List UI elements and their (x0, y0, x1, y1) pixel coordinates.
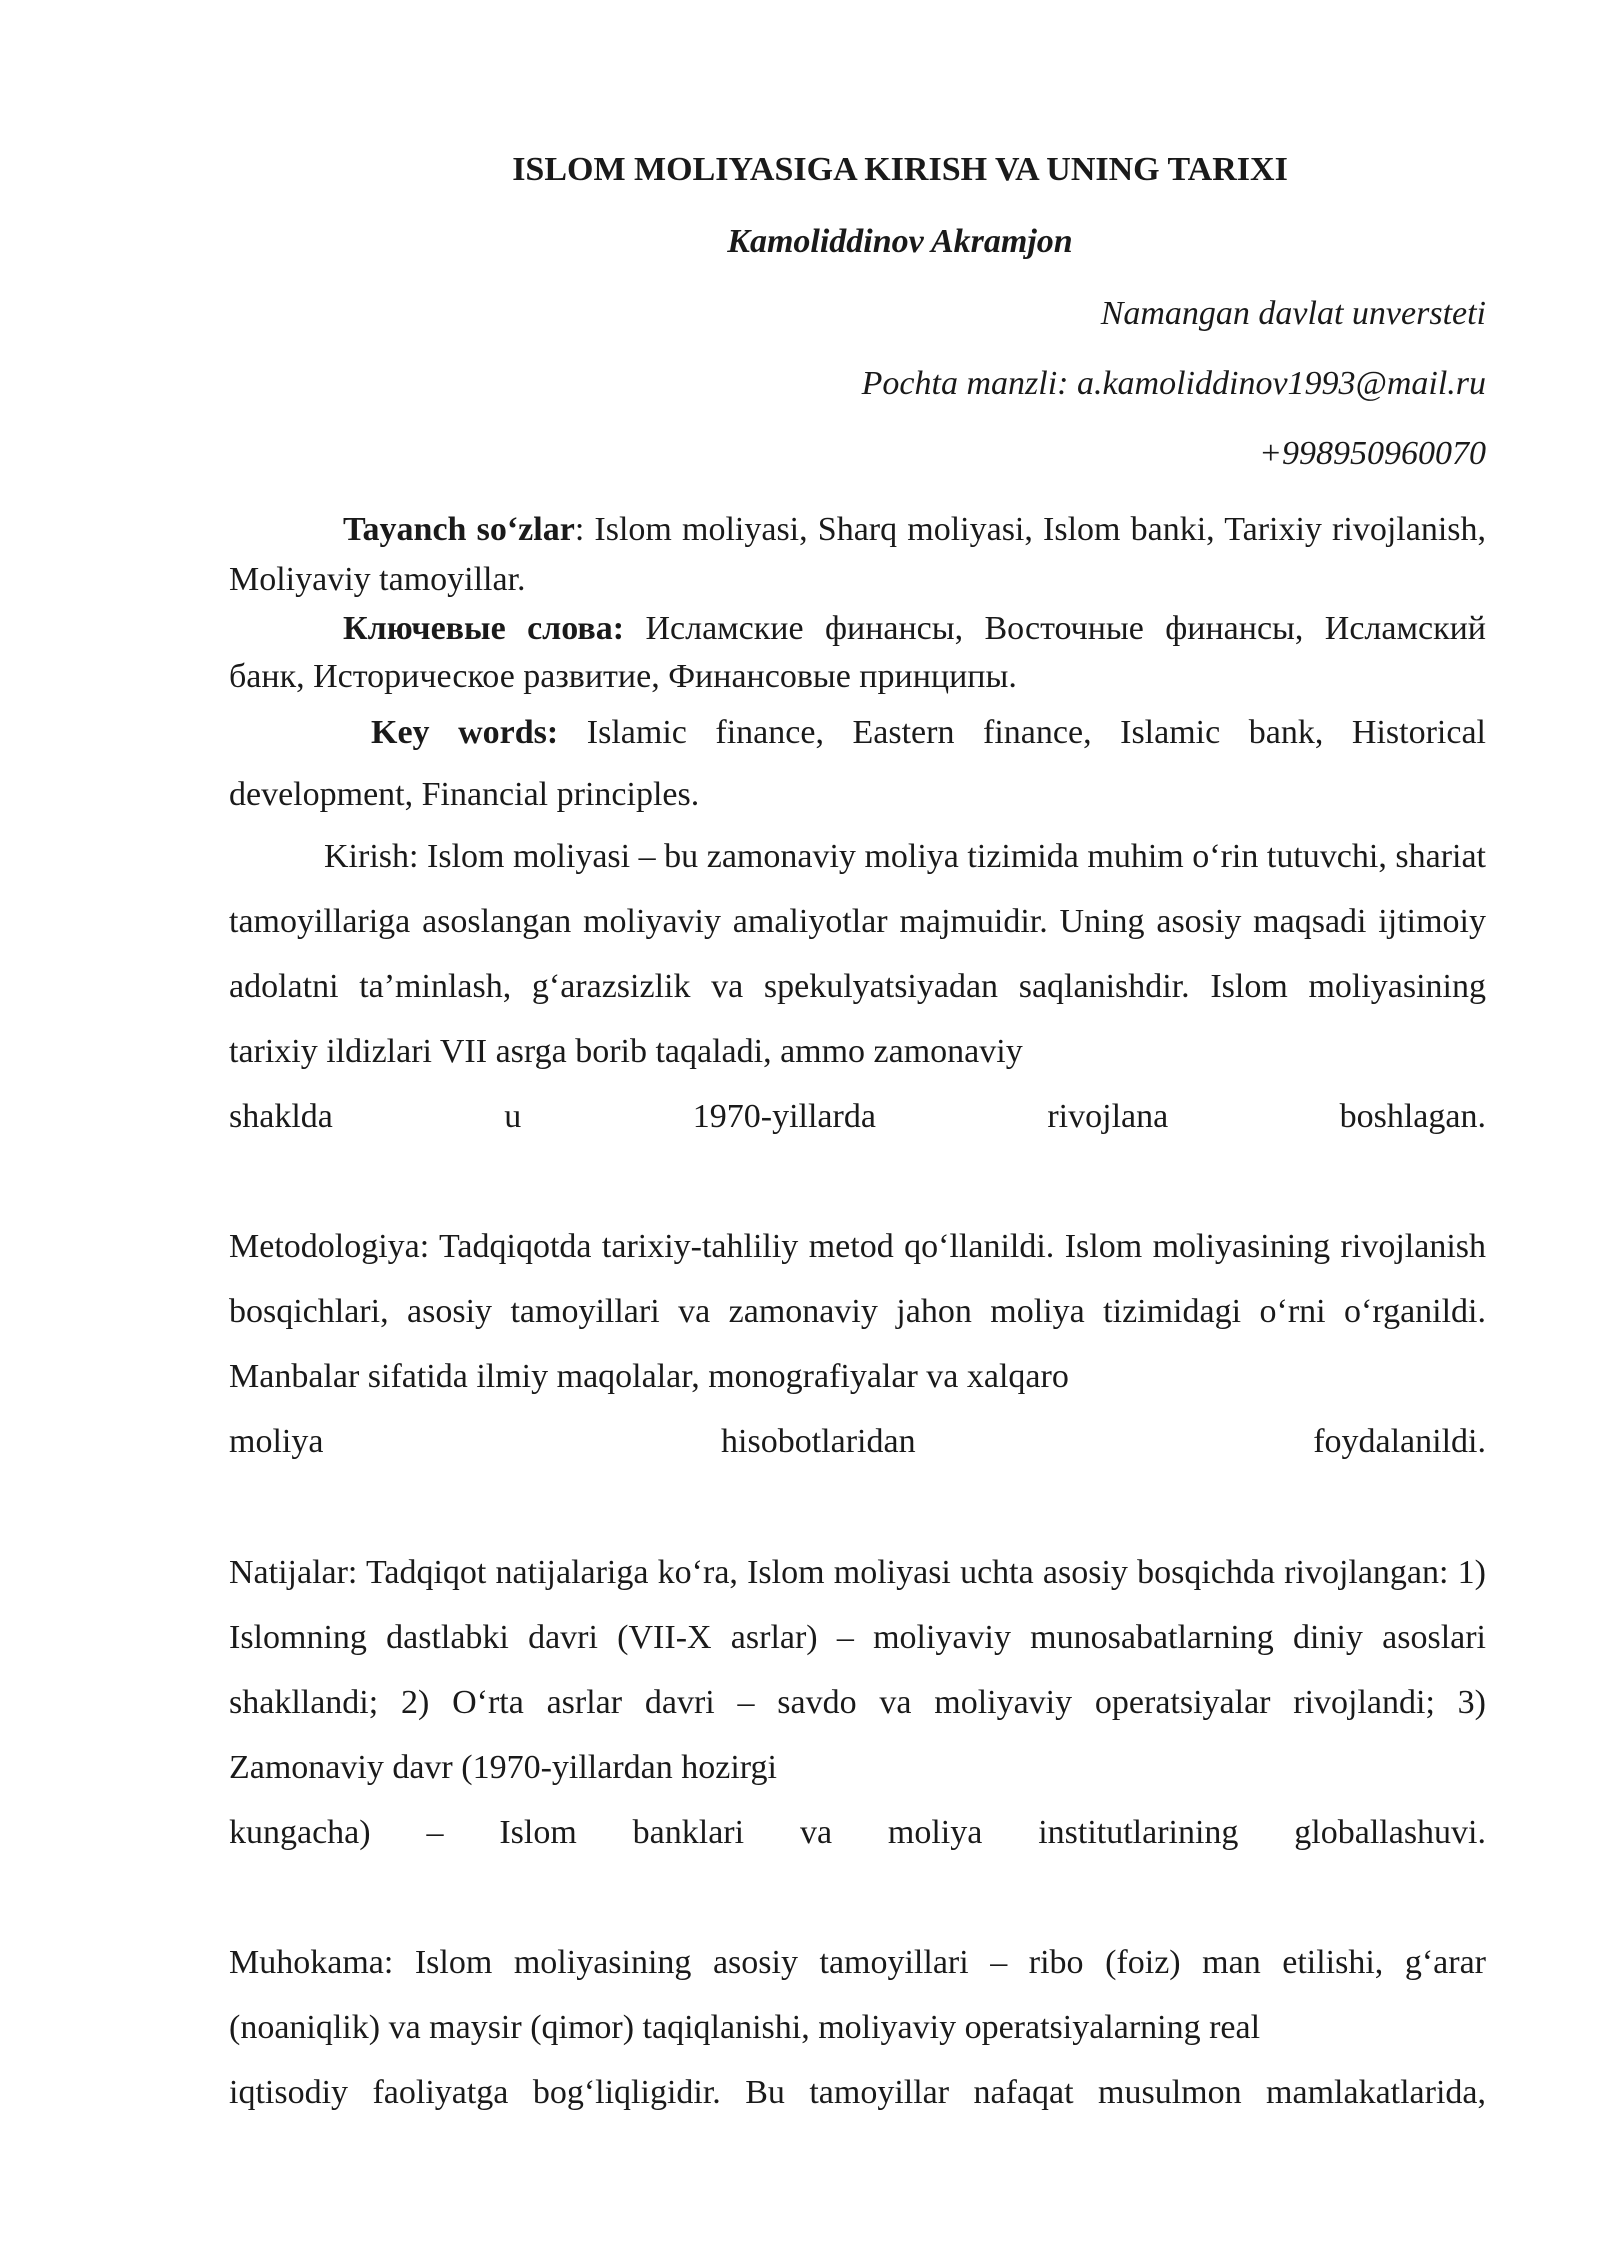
intro-body: Kirish: Islom moliyasi – bu zamonaviy moliya tizimida muhim o‘rin tutuvchi, shariat tamoyillariga asoslangan moliyaviy amaliyotlar majmuidir. Uning asosiy maqsadi ijtimoiy adolatni ta’minlash, g‘arazsizlik va spekulyatsiyadan saqlanishdir. Islom moliyasining tarixiy ildizlari VII asrga borib taqaladi, ammo zamonaviy (229, 838, 1486, 1070)
keywords-uz-text: : Islom moliyasi, Sharq moliyasi, Islom banki, Tarixiy rivojlanish, Moliyaviy tamoyillar. (229, 511, 1486, 598)
paper-title: ISLOM MOLIYASIGA KIRISH VA UNING TARIXI (512, 151, 1288, 188)
keywords-en-label: Key words: (371, 714, 559, 751)
email-line: Pochta manzli: a.kamoliddinov1993@mail.ru (861, 365, 1486, 402)
intro-paragraph (229, 824, 1486, 1149)
discussion-paragraph (229, 1930, 1486, 2125)
intro-last-line: shaklda u 1970-yillarda rivojlana boshlagan. (229, 1098, 1486, 1135)
keywords-en (229, 702, 1486, 826)
discussion-body: Muhokama: Islom moliyasining asosiy tamoyillari – ribo (foiz) man etilishi, g‘arar (noaniqlik) va maysir (qimor) taqiqlanishi, moliyaviy operatsiyalarning real (229, 1944, 1486, 2046)
affiliation: Namangan davlat unversteti (1100, 295, 1486, 332)
results-last-line: kungacha) – Islom banklari va moliya institutlarining globallashuvi. (229, 1814, 1486, 1851)
methodology-body: Metodologiya: Tadqiqotda tarixiy-tahliliy metod qo‘llanildi. Islom moliyasining rivojlanish bosqichlari, asosiy tamoyillari va zamonaviy jahon moliya tizimidagi o‘rni o‘rganildi. Manbalar sifatida ilmiy maqolalar, monografiyalar va xalqaro (229, 1228, 1486, 1395)
author-name: Kamoliddinov Akramjon (727, 223, 1073, 260)
methodology-paragraph (229, 1214, 1486, 1474)
keywords-en-text: Islamic finance, Eastern finance, Islamic bank, Historical development, Financial principles. (229, 714, 1486, 813)
phone-number: +998950960070 (1259, 435, 1486, 472)
results-paragraph (229, 1540, 1486, 1865)
keywords-uz-label: Tayanch so‘zlar (343, 511, 575, 548)
discussion-last-line: iqtisodiy faoliyatga bog‘liqligidir. Bu tamoyillar nafaqat musulmon mamlakatlarida, (229, 2074, 1486, 2111)
keywords-uz (229, 505, 1486, 605)
keywords-ru-text: Исламские финансы, Восточные финансы, Исламский банк, Историческое развитие, Финансовые принципы. (229, 610, 1486, 695)
keywords-ru-label: Ключевые слова: (343, 610, 625, 647)
results-body: Natijalar: Tadqiqot natijalariga ko‘ra, Islom moliyasi uchta asosiy bosqichda rivojlangan: 1) Islomning dastlabki davri (VII-X asrlar) – moliyaviy munosabatlarning diniy asoslari shakllandi; 2) O‘rta asrlar davri – savdo va moliyaviy operatsiyalar rivojlandi; 3) Zamonaviy davr (1970-yillardan hozirgi (229, 1554, 1486, 1786)
methodology-last-line: moliya hisobotlaridan foydalanildi. (229, 1423, 1486, 1460)
keywords-ru (229, 605, 1486, 701)
